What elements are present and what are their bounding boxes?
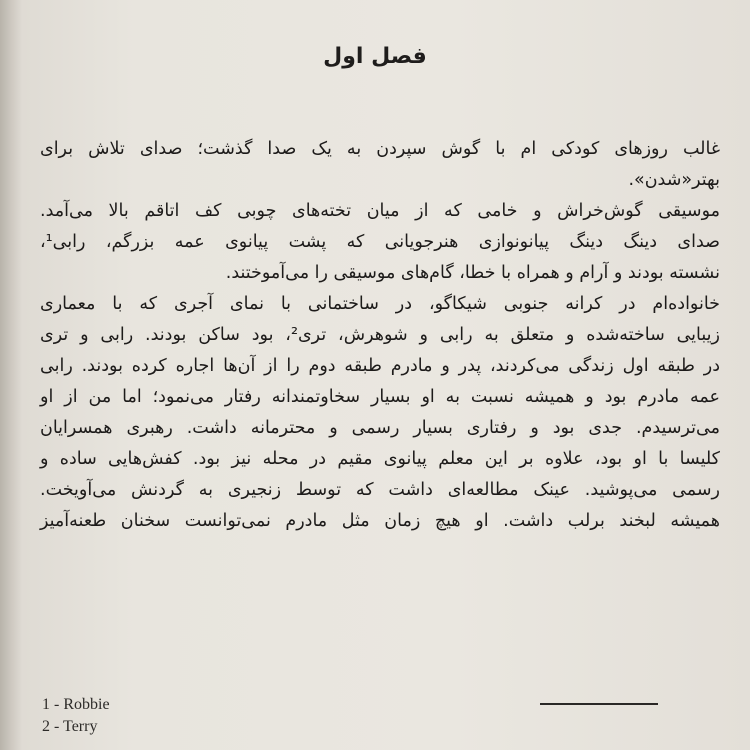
chapter-title: فصل اول	[323, 44, 427, 69]
text-line: عمه مادرم بود و همیشه نسبت به او بسیار سخاوتمندانه رفتار می‌نمود؛ اما من از او	[40, 387, 720, 407]
footnote-divider	[540, 703, 658, 705]
text-line: زیبایی ساخته‌شده و متعلق به رابی و شوهرش، تری²، بود ساکن بودند. رابی و تری	[40, 325, 720, 345]
text-line: همیشه لبخند برلب داشت. او هیچ زمان مثل مادرم نمی‌توانست سخنان طعنه‌آمیز	[40, 511, 720, 531]
text-line: نشسته بودند و آرام و همراه با خطا، گام‌های موسیقی را می‌آموختند.	[225, 263, 720, 283]
page-gutter-shadow	[0, 0, 22, 750]
text-line: رسمی می‌پوشید. عینک مطالعه‌ای داشت که توسط زنجیری به گردنش می‌آویخت.	[40, 480, 720, 500]
footnote-1: 1 - Robbie	[42, 696, 110, 713]
text-line: غالب روزهای کودکی ام با گوش سپردن به یک صدا گذشت؛ صدای تلاش برای	[40, 139, 720, 159]
text-line: کلیسا با او بود، علاوه بر این معلم پیانوی مقیم در محله نیز بود. کفش‌هایی ساده و	[40, 449, 720, 469]
body-text	[40, 134, 720, 537]
text-line: موسیقی گوش‌خراش و خامی که از میان تخته‌های چوبی کف اتاقم بالا می‌آمد.	[40, 201, 720, 221]
text-line: صدای دینگ دینگ پیانونوازی هنرجویانی که پشت پیانوی عمه بزرگم، رابی¹،	[40, 232, 720, 252]
footnote-2: 2 - Terry	[42, 718, 98, 735]
footnotes	[42, 694, 110, 738]
text-line: در طبقه اول زندگی می‌کردند، پدر و مادرم طبقه دوم را از آن‌ها اجاره کرده بودند. رابی	[40, 356, 720, 376]
text-line: خانواده‌ام در کرانه جنوبی شیکاگو، در ساختمانی با نمای آجری که با معماری	[40, 294, 720, 314]
text-line: بهتر«شدن».	[628, 170, 720, 190]
text-line: می‌ترسیدم. جدی بود و رفتاری بسیار رسمی و محترمانه داشت. رهبری همسرایان	[40, 418, 720, 438]
